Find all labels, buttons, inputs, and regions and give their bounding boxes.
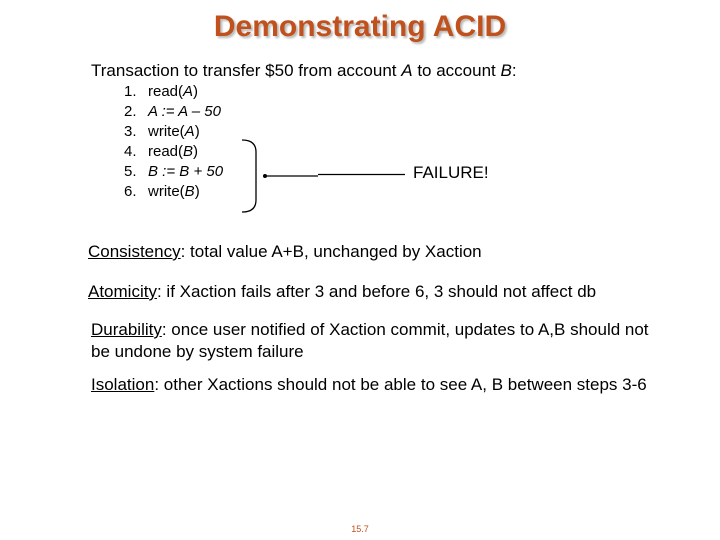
step-end: ) (194, 183, 200, 200)
intro-middle: to account (412, 61, 501, 80)
durability-property (91, 319, 671, 363)
consistency-property (88, 241, 708, 263)
step-4 (124, 142, 223, 162)
atomicity-term: Atomicity (88, 282, 157, 301)
intro-account-b: B (500, 61, 512, 80)
failure-bracket-diagram (230, 138, 410, 214)
intro-account-a: A (401, 61, 413, 80)
step-op: read( (148, 143, 184, 160)
step-6 (124, 182, 223, 202)
step-op: write( (148, 123, 185, 140)
step-arg: B (184, 183, 195, 200)
step-end: ) (193, 143, 199, 160)
step-number: 6. (124, 183, 137, 200)
step-op: read( (148, 83, 184, 100)
slide-title: Demonstrating ACID (213, 10, 507, 43)
step-expr: B := B + 50 (148, 163, 224, 180)
transaction-intro (91, 61, 517, 81)
page-number: 15.7 (351, 524, 369, 534)
consistency-term: Consistency (88, 242, 181, 261)
step-number: 3. (124, 123, 137, 140)
step-number: 5. (124, 163, 137, 180)
step-3 (124, 122, 223, 142)
atomicity-text: : if Xaction fails after 3 and before 6, 3 should not affect db (156, 282, 597, 301)
failure-label: FAILURE! (413, 163, 489, 182)
step-arg: B (183, 143, 194, 160)
durability-text: : once user notified of Xaction commit, updates to A,B should not be undone by system failure (91, 320, 649, 361)
intro-prefix: Transaction to transfer $50 from account (91, 61, 402, 80)
isolation-text: : other Xactions should not be able to see A, B between steps 3-6 (154, 375, 647, 394)
step-number: 1. (124, 83, 137, 100)
step-number: 4. (124, 143, 137, 160)
step-op: write( (148, 183, 185, 200)
step-arg: A (183, 83, 194, 100)
step-2 (124, 102, 223, 122)
atomicity-property (88, 281, 708, 303)
consistency-text: : total value A+B, unchanged by Xaction (180, 242, 482, 261)
transaction-steps (124, 82, 223, 202)
step-end: ) (194, 123, 200, 140)
steps-4-6-bracket (242, 140, 256, 212)
step-end: ) (193, 83, 199, 100)
step-expr: A := A – 50 (148, 103, 221, 120)
step-arg: A (184, 123, 195, 140)
step-1 (124, 82, 223, 102)
durability-term: Durability (91, 320, 162, 339)
step-5 (124, 162, 223, 182)
isolation-term: Isolation (91, 375, 155, 394)
isolation-property (91, 374, 716, 396)
step-number: 2. (124, 103, 137, 120)
intro-suffix: : (511, 61, 517, 80)
